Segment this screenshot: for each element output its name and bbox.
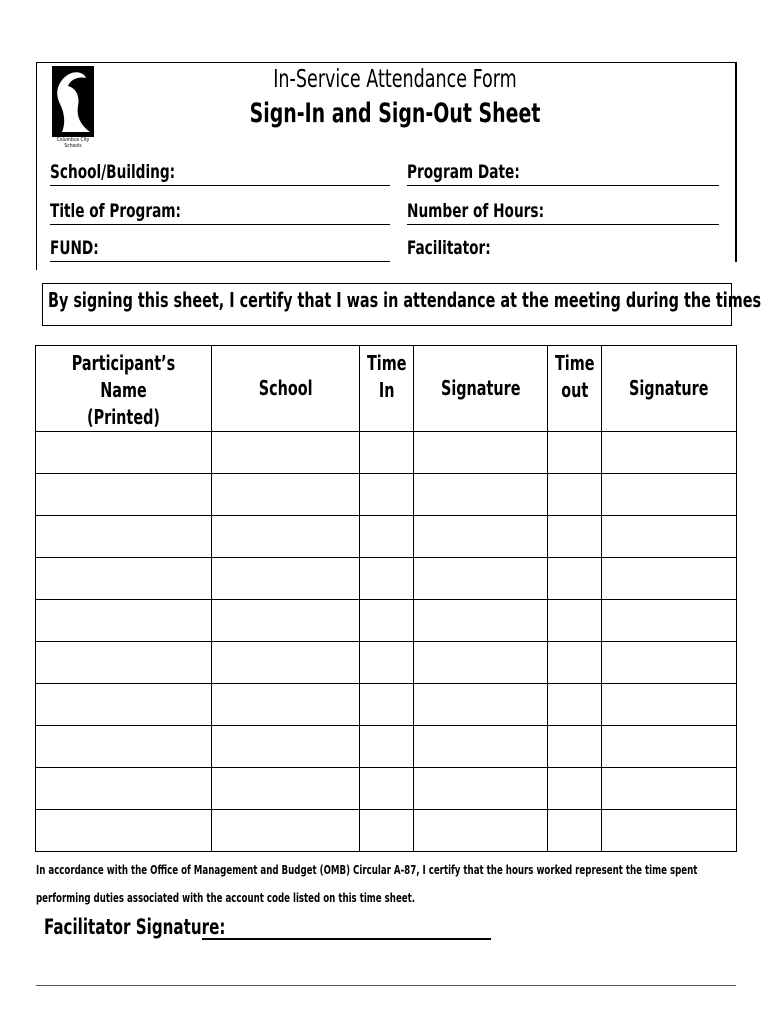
omb-statement: In accordance with the Office of Management and Budget (OMB) Circular A-87, I certify that the hours worked represent the time spent performing duties associated with the account code listed on this time sheet.: [36, 863, 698, 905]
table-cell[interactable]: [414, 642, 548, 684]
table-cell[interactable]: [602, 474, 737, 516]
col-school: School: [212, 346, 360, 432]
table-cell[interactable]: [602, 432, 737, 474]
logo-caption: Columbus City Schools: [52, 137, 94, 149]
school-building-label: School/Building:: [50, 161, 176, 183]
table-row: [36, 810, 737, 852]
table-cell[interactable]: [548, 684, 602, 726]
table-row: [36, 516, 737, 558]
table-cell[interactable]: [602, 600, 737, 642]
table-cell[interactable]: [548, 432, 602, 474]
table-cell[interactable]: [212, 432, 360, 474]
table-cell[interactable]: [360, 432, 414, 474]
title-of-program-label: Title of Program:: [50, 200, 182, 222]
table-cell[interactable]: [602, 558, 737, 600]
table-cell[interactable]: [36, 642, 212, 684]
table-cell[interactable]: [360, 558, 414, 600]
attendance-table: [35, 345, 737, 852]
table-cell[interactable]: [212, 516, 360, 558]
table-cell[interactable]: [414, 558, 548, 600]
table-row: [36, 558, 737, 600]
table-cell[interactable]: [360, 684, 414, 726]
table-cell[interactable]: [36, 810, 212, 852]
school-building-field[interactable]: [50, 185, 390, 186]
table-cell[interactable]: [36, 684, 212, 726]
table-cell[interactable]: [602, 516, 737, 558]
table-cell[interactable]: [360, 600, 414, 642]
table-row: [36, 726, 737, 768]
form-title: In-Service Attendance Form: [273, 64, 517, 93]
col-signature-in: Signature: [414, 346, 548, 432]
table-cell[interactable]: [212, 768, 360, 810]
table-cell[interactable]: [602, 726, 737, 768]
table-cell[interactable]: [360, 642, 414, 684]
table-row: [36, 642, 737, 684]
table-cell[interactable]: [212, 684, 360, 726]
table-cell[interactable]: [360, 768, 414, 810]
table-cell[interactable]: [360, 474, 414, 516]
bottom-divider: [36, 985, 736, 986]
table-cell[interactable]: [548, 558, 602, 600]
table-cell[interactable]: [548, 600, 602, 642]
table-cell[interactable]: [36, 726, 212, 768]
facilitator-signature-label: Facilitator Signature:: [44, 915, 226, 939]
fund-label: FUND:: [50, 237, 99, 259]
header-frame-left: [36, 62, 37, 270]
table-cell[interactable]: [548, 810, 602, 852]
table-cell[interactable]: [36, 432, 212, 474]
number-of-hours-label: Number of Hours:: [407, 200, 545, 222]
table-cell[interactable]: [548, 726, 602, 768]
table-cell[interactable]: [414, 600, 548, 642]
table-header-row: [36, 346, 737, 432]
table-cell[interactable]: [414, 768, 548, 810]
table-cell[interactable]: [360, 810, 414, 852]
header-frame-top: [36, 62, 736, 63]
table-cell[interactable]: [36, 516, 212, 558]
table-cell[interactable]: [36, 558, 212, 600]
facilitator-label: Facilitator:: [407, 237, 491, 259]
table-cell[interactable]: [548, 642, 602, 684]
program-date-field[interactable]: [407, 185, 719, 186]
col-signature-out: Signature: [602, 346, 737, 432]
table-cell[interactable]: [602, 642, 737, 684]
table-cell[interactable]: [414, 726, 548, 768]
fund-field[interactable]: [50, 261, 390, 262]
col-participant-name: Participant’s Name (Printed): [36, 346, 212, 432]
table-cell[interactable]: [414, 684, 548, 726]
table-cell[interactable]: [212, 558, 360, 600]
table-cell[interactable]: [360, 726, 414, 768]
table-cell[interactable]: [602, 768, 737, 810]
table-row: [36, 768, 737, 810]
table-cell[interactable]: [36, 474, 212, 516]
table-cell[interactable]: [212, 642, 360, 684]
certification-text: By signing this sheet, I certify that I was in attendance at the meeting during the times: [48, 288, 762, 312]
table-row: [36, 600, 737, 642]
table-row: [36, 432, 737, 474]
table-row: [36, 684, 737, 726]
table-cell[interactable]: [414, 810, 548, 852]
table-cell[interactable]: [548, 768, 602, 810]
form-subtitle: Sign-In and Sign-Out Sheet: [249, 98, 541, 129]
table-row: [36, 474, 737, 516]
facilitator-signature-field[interactable]: [202, 938, 491, 940]
number-of-hours-field[interactable]: [407, 224, 719, 225]
program-date-label: Program Date:: [407, 161, 520, 183]
table-cell[interactable]: [212, 474, 360, 516]
table-cell[interactable]: [602, 810, 737, 852]
table-cell[interactable]: [360, 516, 414, 558]
header-frame-right: [735, 62, 737, 262]
table-cell[interactable]: [602, 684, 737, 726]
table-cell[interactable]: [212, 726, 360, 768]
table-cell[interactable]: [212, 810, 360, 852]
table-cell[interactable]: [414, 474, 548, 516]
table-cell[interactable]: [548, 474, 602, 516]
col-time-out: Time out: [548, 346, 602, 432]
table-cell[interactable]: [414, 432, 548, 474]
title-of-program-field[interactable]: [50, 224, 390, 225]
table-cell[interactable]: [36, 600, 212, 642]
table-cell[interactable]: [414, 516, 548, 558]
table-cell[interactable]: [36, 768, 212, 810]
table-cell[interactable]: [548, 516, 602, 558]
table-cell[interactable]: [212, 600, 360, 642]
col-time-in: Time In: [360, 346, 414, 432]
